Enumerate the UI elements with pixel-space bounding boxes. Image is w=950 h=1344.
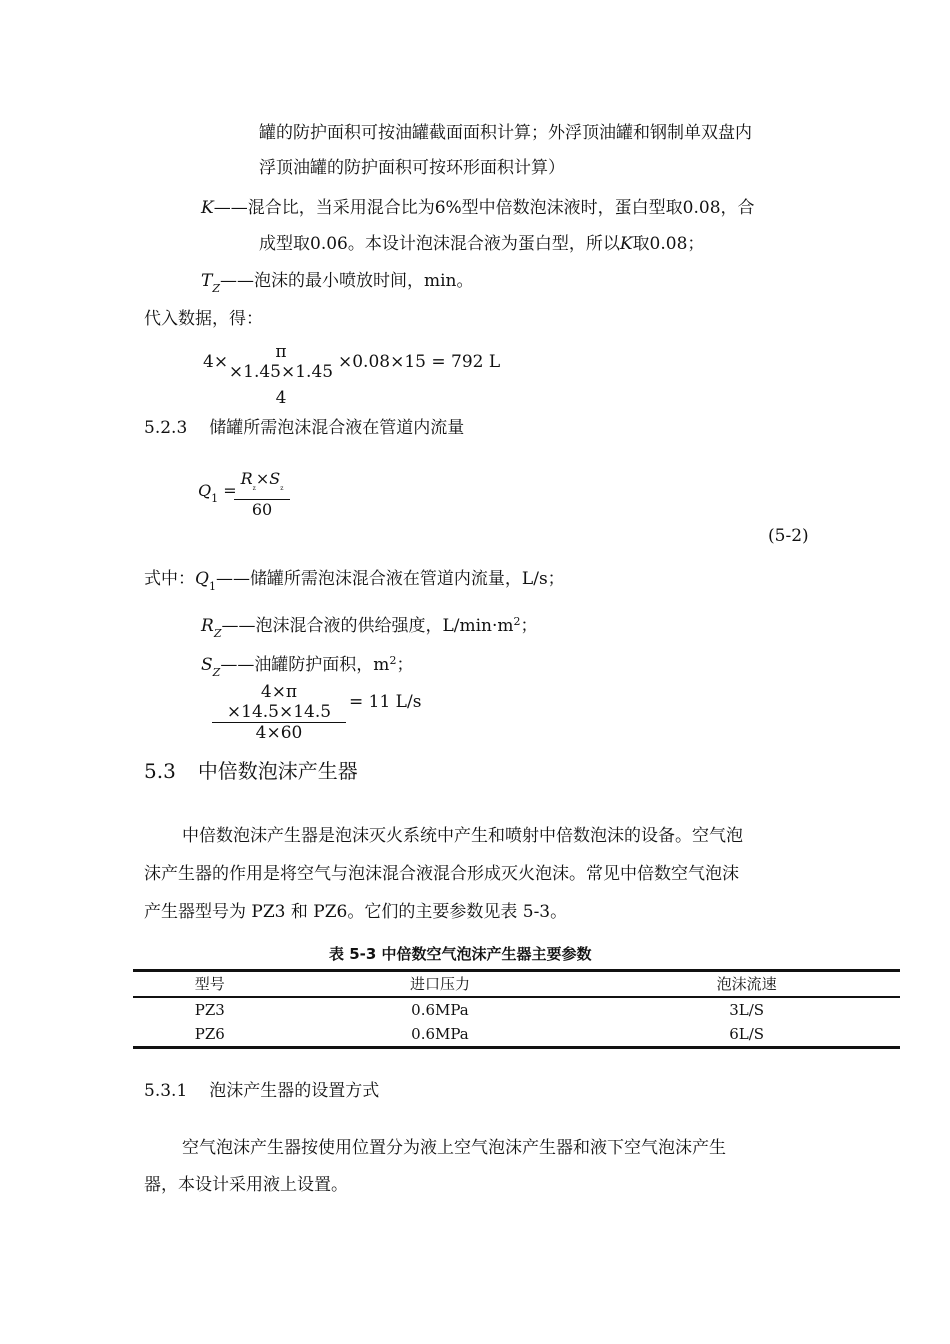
formula-lead: 4×: [203, 352, 229, 372]
header-cell: 泡沫流速: [593, 971, 900, 998]
table-row: [133, 1022, 900, 1048]
var-k: K: [201, 198, 214, 218]
var-q: Q: [195, 569, 209, 589]
superscript: 2: [389, 654, 397, 667]
text-line: 罐的防护面积可按油罐截面面积计算；外浮顶油罐和钢制单双盘内: [259, 123, 752, 143]
header-cell: 型号: [133, 971, 287, 998]
where-r: [201, 612, 538, 644]
formula-tail: = 11 L/s: [349, 692, 422, 712]
parameter-table: [133, 969, 900, 1049]
formula1-fraction: [226, 342, 336, 408]
var-sub: Z: [212, 282, 220, 295]
where-s: [201, 651, 413, 683]
numerator: [234, 469, 290, 499]
definition-text: ——储罐所需泡沫混合液在管道内流量，L/s；: [215, 569, 565, 589]
var-sub: z: [252, 485, 256, 492]
definition-tz: [201, 271, 474, 299]
var-sub: Z: [213, 627, 222, 640]
definition-text: ——泡沫混合液的供给强度，L/min·m: [221, 616, 514, 636]
table-cell: 3L/S: [729, 1001, 765, 1019]
substitute-line: 代入数据，得：: [144, 309, 263, 329]
paragraph-line: 中倍数泡沫产生器是泡沫灭火系统中产生和喷射中倍数泡沫的设备。空气泡: [182, 826, 743, 846]
var-sub: 1: [211, 492, 219, 505]
var-sub: Z: [212, 666, 221, 679]
formula2-lhs: [198, 481, 237, 505]
var-s: S: [201, 655, 213, 675]
section-number: 5.3.1: [144, 1081, 188, 1101]
times: ×: [255, 469, 270, 488]
table-cell: PZ3: [194, 1001, 225, 1019]
denominator: 4×60: [255, 723, 303, 743]
var-t: T: [201, 271, 213, 291]
section-title: 泡沫产生器的设置方式: [209, 1081, 380, 1101]
formula3-fraction: [212, 682, 346, 743]
var-r: R: [201, 616, 214, 636]
equation-number: (5-2): [768, 526, 809, 546]
var-s: S: [269, 469, 281, 488]
section-number: 5.2.3: [144, 418, 188, 438]
numerator: π ×1.45×1.45: [228, 342, 334, 382]
table-cell: 6L/S: [593, 1022, 900, 1048]
var-k: K: [619, 234, 633, 254]
table-cell: 0.6MPa: [287, 1022, 594, 1048]
var-sub: 1: [208, 580, 216, 593]
formula2-fraction: [234, 469, 290, 520]
where-label: 式中：: [144, 569, 195, 589]
section-number: 5.3: [144, 759, 176, 783]
table-header-row: [133, 971, 900, 998]
definition-k: [201, 198, 755, 218]
equals: =: [223, 481, 237, 500]
formula-tail: ×0.08×15 = 792 L: [338, 352, 501, 372]
section-heading: [144, 759, 358, 783]
section-heading: [144, 1081, 379, 1101]
superscript: 2: [513, 615, 521, 628]
where-q: [144, 569, 565, 597]
definition-text: ——混合比，当采用混合比为6%型中倍数泡沫液时，蛋白型取0.08，合: [213, 198, 755, 218]
paragraph-line: 器，本设计采用液上设置。: [144, 1175, 348, 1195]
text-line: 浮顶油罐的防护面积可按环形面积计算）: [259, 158, 565, 178]
var-r: R: [240, 469, 253, 488]
header-cell: 进口压力: [287, 971, 594, 998]
paragraph-line: 产生器型号为 PZ3 和 PZ6。它们的主要参数见表 5-3。: [144, 902, 568, 922]
table-caption: 表 5-3 中倍数空气泡沫产生器主要参数: [329, 945, 592, 963]
definition-text: 成型取0.06。本设计泡沫混合液为蛋白型，所以: [259, 234, 620, 254]
paragraph-line: 沫产生器的作用是将空气与泡沫混合液混合形成灭火泡沫。常见中倍数空气泡沫: [144, 864, 739, 884]
table-cell: 0.6MPa: [411, 1001, 469, 1019]
section-title: 中倍数泡沫产生器: [197, 759, 358, 783]
denominator: 4: [275, 388, 287, 408]
table-cell: PZ6: [133, 1022, 287, 1048]
definition-text: ——泡沫的最小喷放时间，min。: [220, 271, 474, 291]
definition-text: 取0.08；: [632, 234, 705, 254]
definition-text: ——油罐防护面积，m: [220, 655, 390, 675]
section-title: 储罐所需泡沫混合液在管道内流量: [209, 418, 465, 438]
paragraph-line: 空气泡沫产生器按使用位置分为液上空气泡沫产生器和液下空气泡沫产生: [182, 1138, 726, 1158]
denominator: 60: [251, 500, 273, 519]
definition-text: ；: [396, 655, 414, 675]
numerator: 4×π ×14.5×14.5: [226, 682, 332, 722]
section-heading: [144, 418, 464, 438]
var-q: Q: [198, 481, 212, 500]
var-sub: z: [280, 485, 284, 492]
definition-text: ；: [520, 616, 538, 636]
table-row: [133, 997, 900, 1022]
definition-k-cont: [259, 234, 704, 254]
